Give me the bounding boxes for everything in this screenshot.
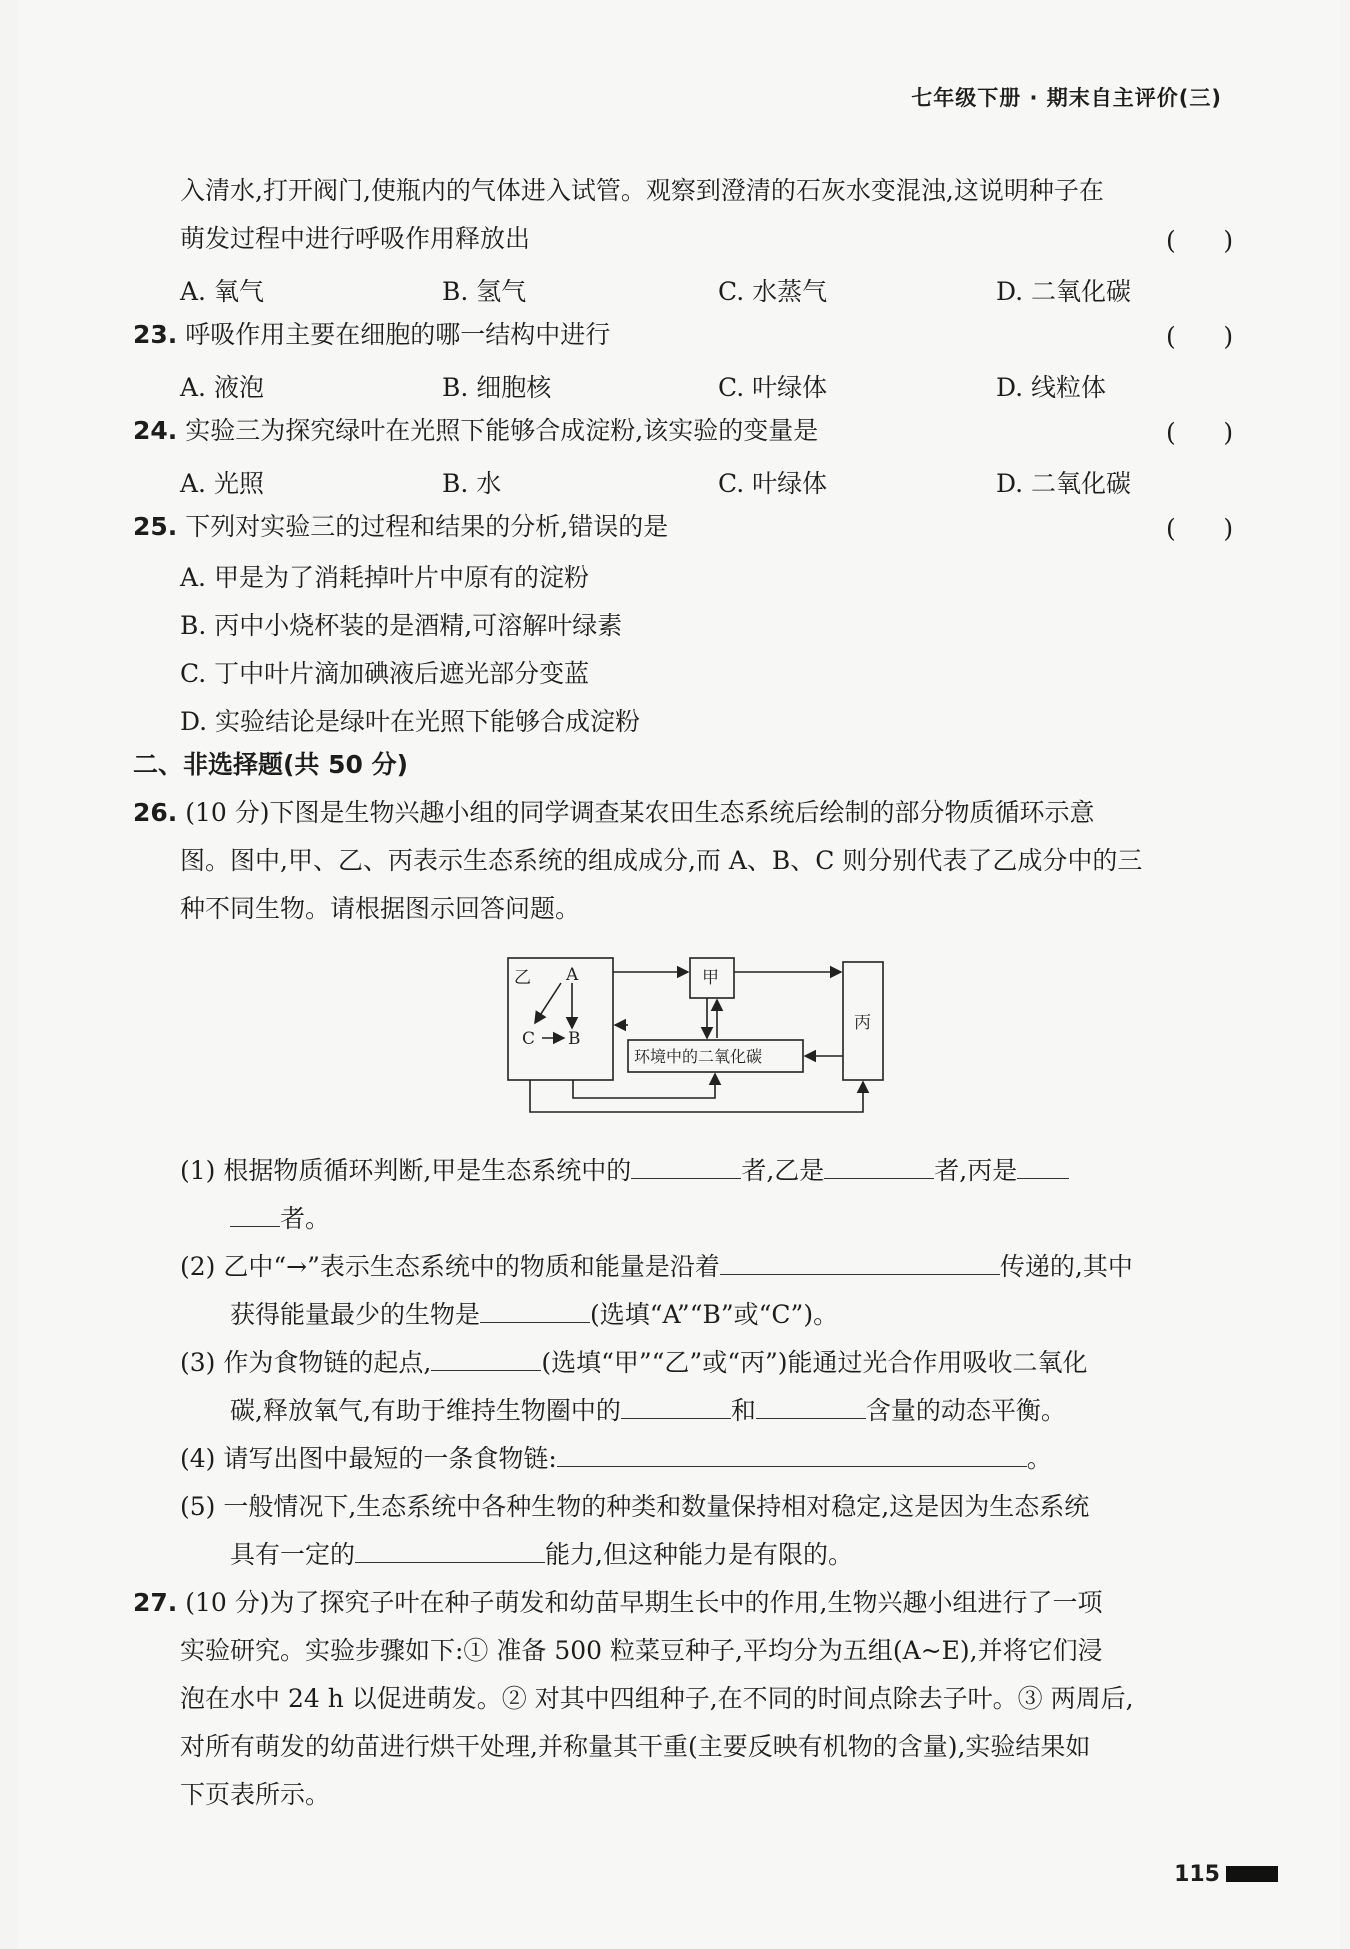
- q25-text: 下列对实验三的过程和结果的分析,错误的是: [185, 512, 669, 541]
- arrow-a-to-c: [535, 983, 561, 1023]
- label-co2: 环境中的二氧化碳: [634, 1047, 763, 1066]
- q26-line1: (10 分)下图是生物兴趣小组的同学调查某农田生态系统后绘制的部分物质循环示意: [185, 798, 1095, 827]
- q26-line2: 图。图中,甲、乙、丙表示生态系统的组成成分,而 A、B、C 则分别代表了乙成分中的三: [180, 846, 1143, 875]
- q24-answer-paren: ( ): [1166, 418, 1234, 447]
- q27-line5: 下页表所示。: [180, 1780, 331, 1809]
- blank-gas-1[interactable]: [621, 1392, 731, 1419]
- q26-sub3-line2: [230, 1392, 1066, 1430]
- page-marker-bar: [1226, 1866, 1278, 1882]
- q26-number: 26.: [133, 798, 178, 827]
- q22-line2: 萌发过程中进行呼吸作用释放出: [180, 224, 531, 253]
- q25-number: 25.: [133, 512, 178, 541]
- q26-sub4-text-b: 。: [1026, 1444, 1052, 1473]
- q27-line4: 对所有萌发的幼苗进行烘干处理,并称量其干重(主要反映有机物的含量),实验结果如: [180, 1732, 1091, 1761]
- blank-least-energy[interactable]: [480, 1296, 590, 1323]
- q24: [133, 412, 818, 450]
- q22-option-b: B. 氢气: [442, 277, 527, 306]
- q26-sub4-text-a: (4) 请写出图中最短的一条食物链:: [180, 1444, 557, 1473]
- q26-sub5-line1: (5) 一般情况下,生态系统中各种生物的种类和数量保持相对稳定,这是因为生态系统: [180, 1492, 1090, 1521]
- q24-number: 24.: [133, 416, 178, 445]
- q23-answer-paren: ( ): [1166, 322, 1234, 351]
- q24-option-b: B. 水: [442, 469, 502, 498]
- q24-option-a: A. 光照: [180, 469, 264, 498]
- blank-jia[interactable]: [631, 1152, 741, 1179]
- q26-sub5-text-c: 能力,但这种能力是有限的。: [545, 1540, 853, 1569]
- q26-sub3-text-a: (3) 作为食物链的起点,: [180, 1348, 432, 1377]
- label-bing: 丙: [854, 1013, 871, 1033]
- page: [18, 0, 1340, 1949]
- blank-shortest-chain[interactable]: [557, 1440, 1027, 1467]
- q26-sub5-text-b: 具有一定的: [230, 1540, 356, 1569]
- label-jia: 甲: [702, 968, 719, 988]
- q24-option-d: D. 二氧化碳: [996, 469, 1132, 498]
- q26-sub5-line2: [230, 1536, 853, 1574]
- q26-intro: [133, 794, 1095, 832]
- q26-sub2-line2: [230, 1296, 838, 1334]
- q25-option-b: B. 丙中小烧杯装的是酒精,可溶解叶绿素: [180, 611, 623, 640]
- running-header: 七年级下册 · 期末自主评价(三): [911, 86, 1222, 110]
- q25-option-d: D. 实验结论是绿叶在光照下能够合成淀粉: [180, 707, 641, 736]
- q25: [133, 508, 668, 546]
- q26-sub1-line1: [180, 1152, 1069, 1190]
- section-heading: 二、非选择题(共 50 分): [133, 750, 409, 779]
- q26-sub2-text-c: 获得能量最少的生物是: [230, 1300, 481, 1329]
- blank-yi[interactable]: [824, 1152, 934, 1179]
- q26-sub1-text-b: 者,乙是: [741, 1156, 825, 1185]
- q26-sub3-text-e: 含量的动态平衡。: [865, 1396, 1066, 1425]
- q23-number: 23.: [133, 320, 178, 349]
- q27-intro: [133, 1584, 1102, 1622]
- q23-option-b: B. 细胞核: [442, 373, 552, 402]
- q22-option-d: D. 二氧化碳: [996, 277, 1132, 306]
- q22-option-c: C. 水蒸气: [718, 277, 828, 306]
- label-c: C: [522, 1029, 536, 1049]
- q22-line1: 入清水,打开阀门,使瓶内的气体进入试管。观察到澄清的石灰水变混浊,这说明种子在: [180, 176, 1104, 205]
- blank-bing-cont: [230, 1200, 280, 1227]
- label-b: B: [568, 1029, 581, 1049]
- q27-line2: 实验研究。实验步骤如下:① 准备 500 粒菜豆种子,平均分为五组(A~E),并将它们浸: [180, 1636, 1103, 1665]
- blank-producer[interactable]: [431, 1344, 541, 1371]
- q22-answer-paren: ( ): [1166, 226, 1234, 255]
- q26-sub2-line1: [180, 1248, 1133, 1286]
- blank-gas-2[interactable]: [756, 1392, 866, 1419]
- q23-text: 呼吸作用主要在细胞的哪一结构中进行: [185, 320, 611, 349]
- q26-sub2-text-d: (选填“A”“B”或“C”)。: [590, 1300, 839, 1329]
- q23-option-a: A. 液泡: [180, 373, 264, 402]
- q26-line3: 种不同生物。请根据图示回答问题。: [180, 894, 581, 923]
- blank-food-chain-path[interactable]: [720, 1248, 1000, 1275]
- q25-option-a: A. 甲是为了消耗掉叶片中原有的淀粉: [180, 563, 589, 592]
- q26-sub2-text-b: 传递的,其中: [999, 1252, 1133, 1281]
- q26-sub3-text-d: 和: [730, 1396, 756, 1425]
- q24-option-c: C. 叶绿体: [718, 469, 828, 498]
- q26-sub1-text-c: 者,丙是: [934, 1156, 1018, 1185]
- q27-line1: (10 分)为了探究子叶在种子萌发和幼苗早期生长中的作用,生物兴趣小组进行了一项: [185, 1588, 1103, 1617]
- q26-sub1-text-d: 者。: [280, 1204, 331, 1233]
- q26-sub3-text-c: 碳,释放氧气,有助于维持生物圈中的: [230, 1396, 621, 1425]
- blank-self-regulation[interactable]: [355, 1536, 545, 1563]
- label-a: A: [566, 965, 579, 985]
- q27-number: 27.: [133, 1588, 178, 1617]
- q22-option-a: A. 氧气: [180, 277, 264, 306]
- q25-option-c: C. 丁中叶片滴加碘液后遮光部分变蓝: [180, 659, 590, 688]
- material-cycle-diagram: [498, 950, 898, 1120]
- arrow-yi-to-co2: [573, 1074, 715, 1098]
- q23-option-d: D. 线粒体: [996, 373, 1107, 402]
- label-yi: 乙: [514, 968, 531, 988]
- q26-sub2-text-a: (2) 乙中“→”表示生态系统中的物质和能量是沿着: [180, 1252, 720, 1281]
- q26-sub4-line: [180, 1440, 1052, 1478]
- q23: [133, 316, 610, 354]
- page-number: 115: [1174, 1862, 1220, 1887]
- q26-sub3-line1: [180, 1344, 1088, 1382]
- q23-option-c: C. 叶绿体: [718, 373, 828, 402]
- q26-sub1-line2: [230, 1200, 330, 1238]
- blank-bing[interactable]: [1017, 1152, 1069, 1179]
- q26-sub1-text-a: (1) 根据物质循环判断,甲是生态系统中的: [180, 1156, 632, 1185]
- q27-line3: 泡在水中 24 h 以促进萌发。② 对其中四组种子,在不同的时间点除去子叶。③ 两周后,: [180, 1684, 1134, 1713]
- q25-answer-paren: ( ): [1166, 514, 1234, 543]
- q26-sub3-text-b: (选填“甲”“乙”或“丙”)能通过光合作用吸收二氧化: [541, 1348, 1088, 1377]
- arrow-yi-to-bing: [530, 1080, 863, 1112]
- q24-text: 实验三为探究绿叶在光照下能够合成淀粉,该实验的变量是: [185, 416, 819, 445]
